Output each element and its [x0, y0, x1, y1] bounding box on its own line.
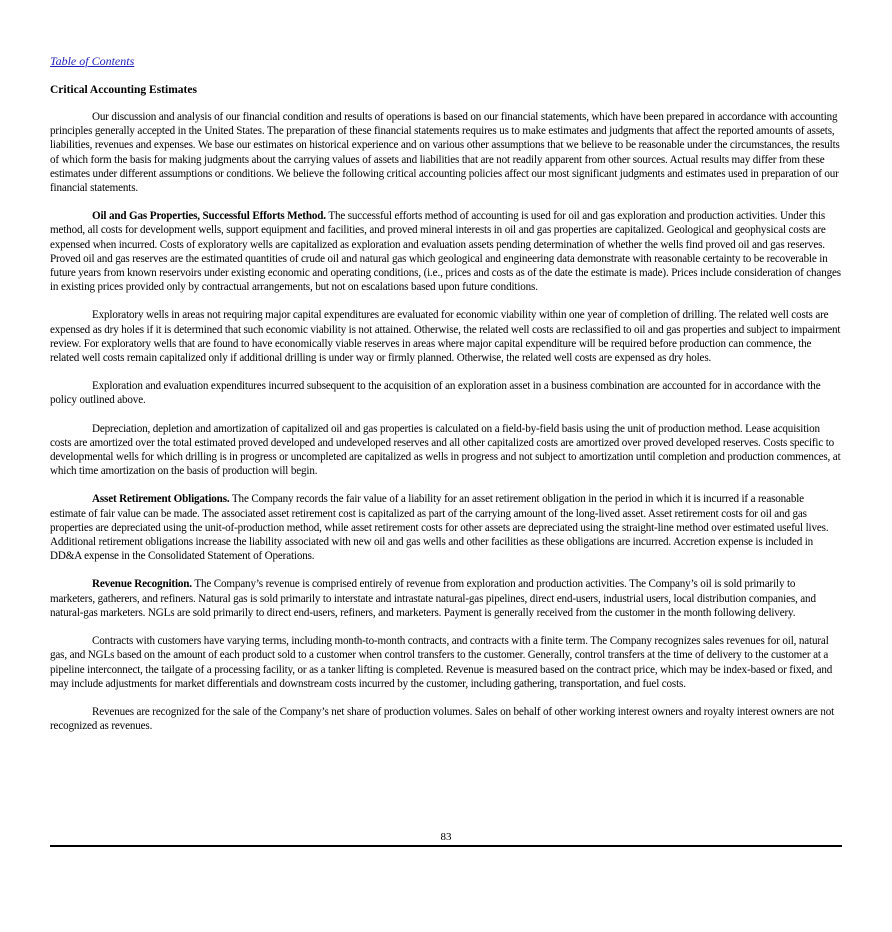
- paragraph-text: Revenues are recognized for the sale of the Company’s net share of production volumes. Sales on behalf of other working interest owners and royalty interest owners are not recognized as revenues.: [50, 705, 835, 733]
- paragraph-text: Depreciation, depletion and amortization of capitalized oil and gas properties is calculated on a field-by-field basis using the unit of production method. Lease acquisition costs are amortized over the total estimated proved developed and undeveloped reserves and all other capitalized costs are amortized over proved developed reserves. Costs specific to developmental wells for which drilling is in progress or uncompleted are capitalized as wells in progress and not subject to amortization until completion and production commences, at which time amortization on the basis of production will begin.: [50, 422, 841, 478]
- paragraph-text: Exploration and evaluation expenditures incurred subsequent to the acquisition of an exploration asset in a business combination are accounted for in accordance with the policy outlined above.: [50, 380, 821, 407]
- footer-rule: [50, 845, 842, 847]
- paragraph-exploratory-wells: [50, 308, 842, 365]
- paragraph-overview: [50, 110, 842, 195]
- paragraph-depreciation: [50, 422, 842, 479]
- page-number: 83: [440, 831, 452, 843]
- paragraph-text: Exploratory wells in areas not requiring major capital expenditures are evaluated for economic viability within one year of completion of drilling. The related well costs are expensed as dry holes if it is determined that such economic viability is not attained. Otherwise, the related well costs are reclassified to oil and gas properties and subject to impairment review. For exploratory wells that are found to have economically viable reserves in areas where major capital expenditure will be required before production can commence, the related well costs remain capitalized only if additional drilling is under way or firmly planned. Otherwise, the related well costs are expensed as dry holes.: [50, 309, 841, 365]
- paragraph-text: Our discussion and analysis of our financial condition and results of operations is based on our financial statements, which have been prepared in accordance with accounting principles generally accepted in the United States. The preparation of these financial statements requires us to make estimates and judgments that affect the reported amounts of assets, liabilities, revenues and expenses. We base our estimates on historical experience and on various other assumptions that we believe to be reasonable under the circumstances, the results of which form the basis for making judgments about the carrying values of assets and liabilities that are not readily apparent from other sources. Actual results may differ from these estimates under different assumptions or conditions. We believe the following critical accounting policies affect our most significant judgments and estimates used in preparation of our financial statements.: [50, 111, 840, 195]
- paragraph-exploration-expenditures: [50, 379, 842, 407]
- paragraph-text: The Company’s revenue is comprised entirely of revenue from exploration and production activities. The Company’s oil is sold primarily to marketers, gatherers, and refiners. Natural gas is sold primarily to interstate and intrastate natural-gas pipelines, direct end-users, industrial users, local distribution companies, and natural-gas marketers. NGLs are sold primarily to direct end-users, refiners, and marketers. Payment is generally received from the customer in the month following delivery.: [50, 578, 816, 619]
- paragraph-oil-gas-properties: [50, 209, 842, 294]
- paragraph-text: Contracts with customers have varying terms, including month-to-month contracts, and contracts with a finite term. The Company recognizes sales revenues for oil, natural gas, and NGLs based on the amount of each product sold to a customer when control transfers to the customer. Generally, control transfers at the time of delivery to the customer at a pipeline interconnect, the tailgate of a processing facility, or as a tanker lifting is completed. Revenue is measured based on the contract price, which may be index-based or fixed, and may include adjustments for market differentials and downstream costs incurred by the customer, including gathering, transportation, and fuel costs.: [50, 635, 833, 690]
- paragraph-revenue-recognition: [50, 577, 842, 620]
- paragraph-text: The successful efforts method of accounting is used for oil and gas exploration and production activities. Under this method, all costs for development wells, support equipment and facilities, and proved mineral interests in oil and gas properties are capitalized. Geological and geophysical costs are expensed when incurred. Costs of exploratory wells are capitalized as exploration and evaluation assets pending determination of whether the wells find proved oil and gas reserves. Proved oil and gas reserves are the estimated quantities of crude oil and natural gas which geological and engineering data demonstrate with reasonable certainty to be recoverable in future years from known reservoirs under existing economic and operating conditions, (i.e., prices and costs as of the date the estimate is made). Prices include consideration of changes in existing prices provided only by contractual arrangements, but not on escalations based upon future conditions.: [50, 210, 841, 294]
- paragraph-customer-contracts: [50, 634, 842, 691]
- paragraph-text: The Company records the fair value of a liability for an asset retirement obligation in the period in which it is incurred if a reasonable estimate of fair value can be made. The associated asset retirement cost is capitalized as part of the carrying amount of the long-lived asset. Asset retirement costs for oil and gas properties are depreciated using the unit-of-production method, while asset retirement costs for other assets are depreciated using the straight-line method over estimated useful lives. Additional retirement obligations increase the liability associated with new oil and gas wells and other facilities as these obligations are incurred. Accretion expense is included in DD&A expense in the Consolidated Statement of Operations.: [50, 493, 829, 563]
- section-title: Critical Accounting Estimates: [50, 84, 197, 96]
- paragraph-lead: Asset Retirement Obligations.: [92, 493, 230, 506]
- table-of-contents-link[interactable]: Table of Contents: [50, 54, 135, 68]
- paragraph-lead: Revenue Recognition.: [92, 578, 192, 591]
- paragraph-revenue-volumes: [50, 705, 842, 733]
- paragraph-lead: Oil and Gas Properties, Successful Efforts Method.: [92, 210, 326, 223]
- document-page: [50, 52, 842, 747]
- paragraph-asset-retirement: [50, 492, 842, 563]
